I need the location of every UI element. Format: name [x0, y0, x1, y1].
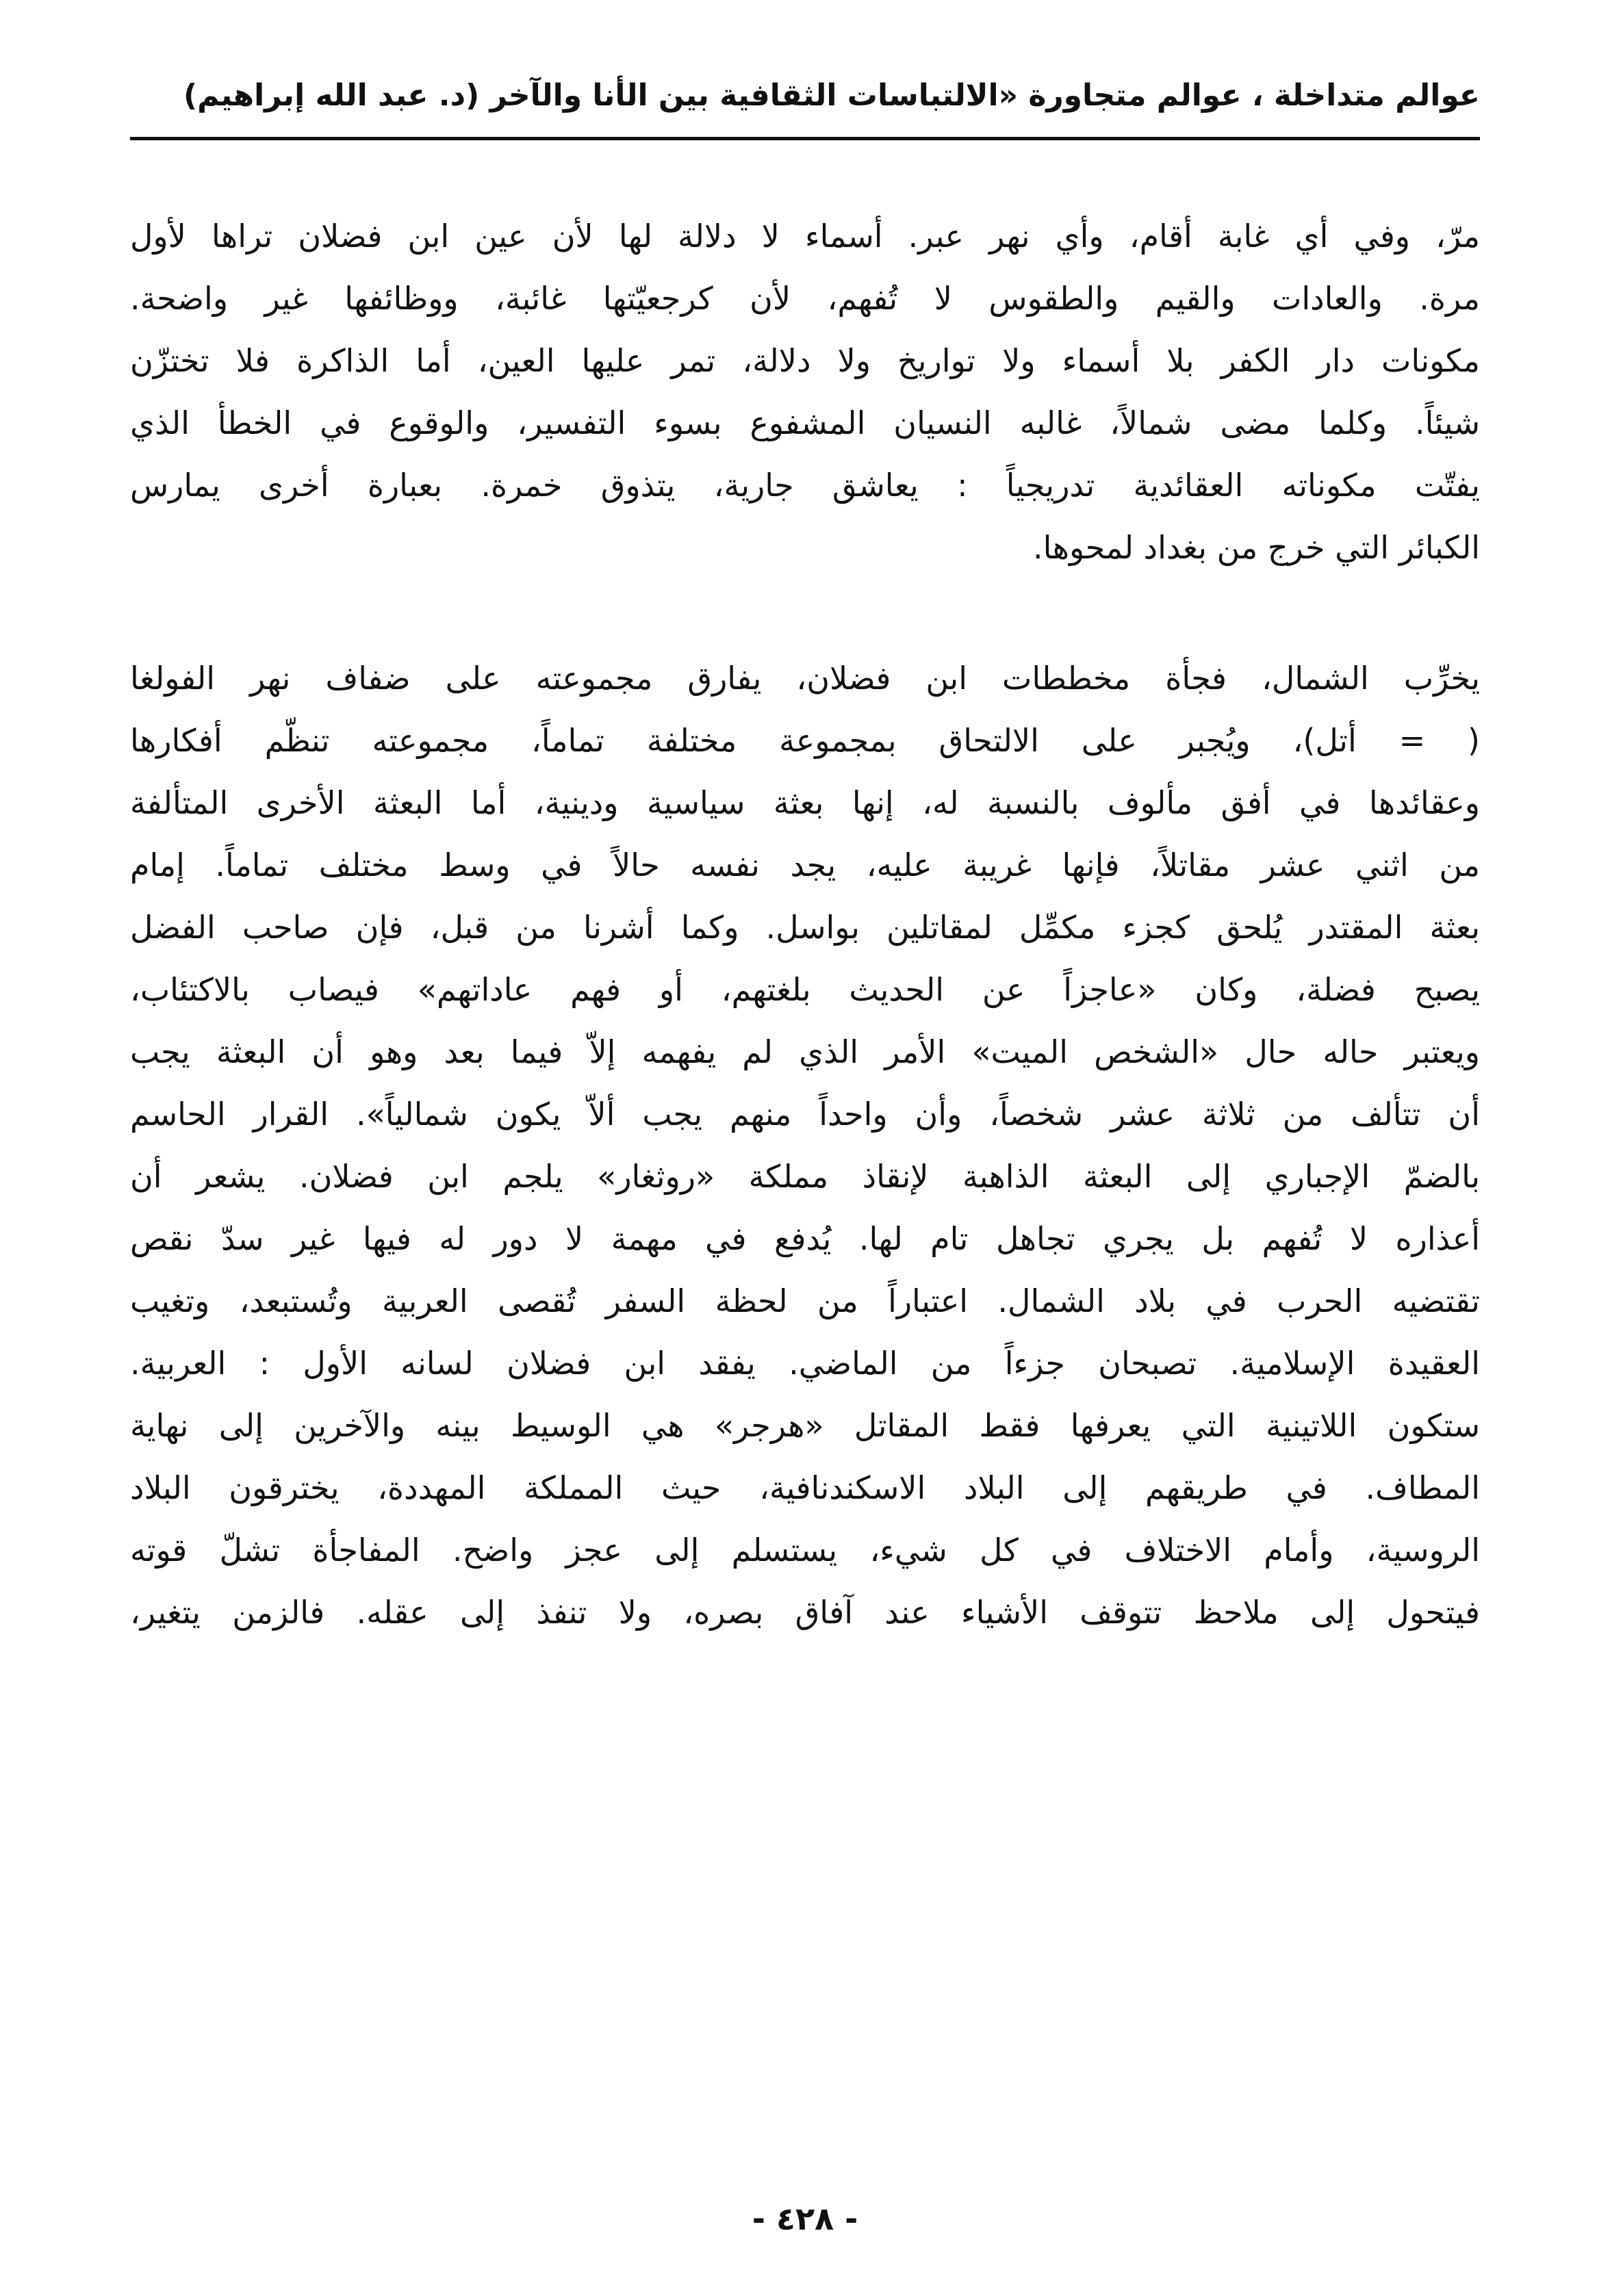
text-line: مرة. والعادات والقيم والطقوس لا تُفهم، لأن كرجعيّتها غائبة، ووظائفها غير واضحة. — [130, 280, 1480, 317]
header-divider — [130, 137, 1480, 140]
body-text — [130, 205, 1480, 1644]
text-line: ستكون اللاتينية التي يعرفها فقط المقاتل «هرجر» هي الوسيط بينه والآخرين إلى نهاية — [130, 1407, 1480, 1444]
text-line: وعقائدها في أفق مألوف بالنسبة له، إنها بعثة سياسية ودينية، أما البعثة الأخرى المتألفة — [130, 784, 1480, 821]
page-number: - ٤٢٨ - — [752, 2200, 858, 2237]
text-line: تقتضيه الحرب في بلاد الشمال. اعتباراً من لحظة السفر تُقصى العربية وتُستبعد، وتغيب — [130, 1282, 1480, 1319]
paragraph — [130, 205, 1480, 579]
text-line: يصبح فضلة، وكان «عاجزاً عن الحديث بلغتهم، أو فهم عاداتهم» فيصاب بالاكتئاب، — [130, 971, 1480, 1008]
text-line: أن تتألف من ثلاثة عشر شخصاً، وأن واحداً منهم يجب ألاّ يكون شمالياً». القرار الحاسم — [130, 1096, 1480, 1133]
text-line: ( = أتل)، ويُجبر على الالتحاق بمجموعة مختلفة تماماً، مجموعته تنظّم أفكارها — [130, 722, 1480, 759]
text-line: شيئاً. وكلما مضى شمالاً، غالبه النسيان المشفوع بسوء التفسير، والوقوع في الخطأ الذي — [130, 404, 1480, 441]
text-line: المطاف. في طريقهم إلى البلاد الاسكندنافية، حيث المملكة المهددة، يخترقون البلاد — [130, 1469, 1480, 1506]
running-header-title: عوالم متداخلة ، عوالم متجاورة «الالتباسات الثقافية بين الأنا والآخر (د. عبد الله إبراهيم) — [183, 78, 1480, 113]
text-line: الكبائر التي خرج من بغداد لمحوها. — [1033, 529, 1480, 566]
text-line: ويعتبر حاله حال «الشخص الميت» الأمر الذي لم يفهمه إلاّ فيما بعد وهو أن البعثة يجب — [130, 1033, 1480, 1070]
text-line: يفتّت مكوناته العقائدية تدريجياً : يعاشق جارية، يتذوق خمرة. بعبارة أخرى يمارس — [130, 467, 1480, 504]
text-line: بعثة المقتدر يُلحق كجزء مكمِّل لمقاتلين بواسل. وكما أشرنا من قبل، فإن صاحب الفضل — [130, 909, 1480, 946]
text-line: الروسية، وأمام الاختلاف في كل شيء، يستسلم إلى عجز واضح. المفاجأة تشلّ قوته — [130, 1532, 1480, 1569]
text-line: مرّ، وفي أي غابة أقام، وأي نهر عبر. أسماء لا دلالة لها لأن عين ابن فضلان تراها لأول — [130, 218, 1480, 255]
text-line: مكونات دار الكفر بلا أسماء ولا تواريخ ولا دلالة، تمر عليها العين، أما الذاكرة فلا تختزّن — [130, 342, 1480, 379]
paragraph — [130, 647, 1480, 1644]
text-line: يخرِّب الشمال، فجأة مخططات ابن فضلان، يفارق مجموعته على ضفاف نهر الفولغا — [130, 660, 1480, 697]
text-line: فيتحول إلى ملاحظ تتوقف الأشياء عند آفاق بصره، ولا تنفذ إلى عقله. فالزمن يتغير، — [130, 1594, 1480, 1631]
paragraph-gap — [130, 579, 1480, 647]
text-line: العقيدة الإسلامية. تصبحان جزءاً من الماضي. يفقد ابن فضلان لسانه الأول : العربية. — [130, 1345, 1480, 1382]
text-line: أعذاره لا تُفهم بل يجري تجاهل تام لها. يُدفع في مهمة لا دور له فيها غير سدّ نقص — [130, 1220, 1480, 1257]
text-line: من اثني عشر مقاتلاً، فإنها غريبة عليه، يجد نفسه حالاً في وسط مختلف تماماً. إمام — [130, 847, 1480, 883]
text-line: بالضمّ الإجباري إلى البعثة الذاهبة لإنقاذ مملكة «روثغار» يلجم ابن فضلان. يشعر أن — [130, 1158, 1480, 1195]
